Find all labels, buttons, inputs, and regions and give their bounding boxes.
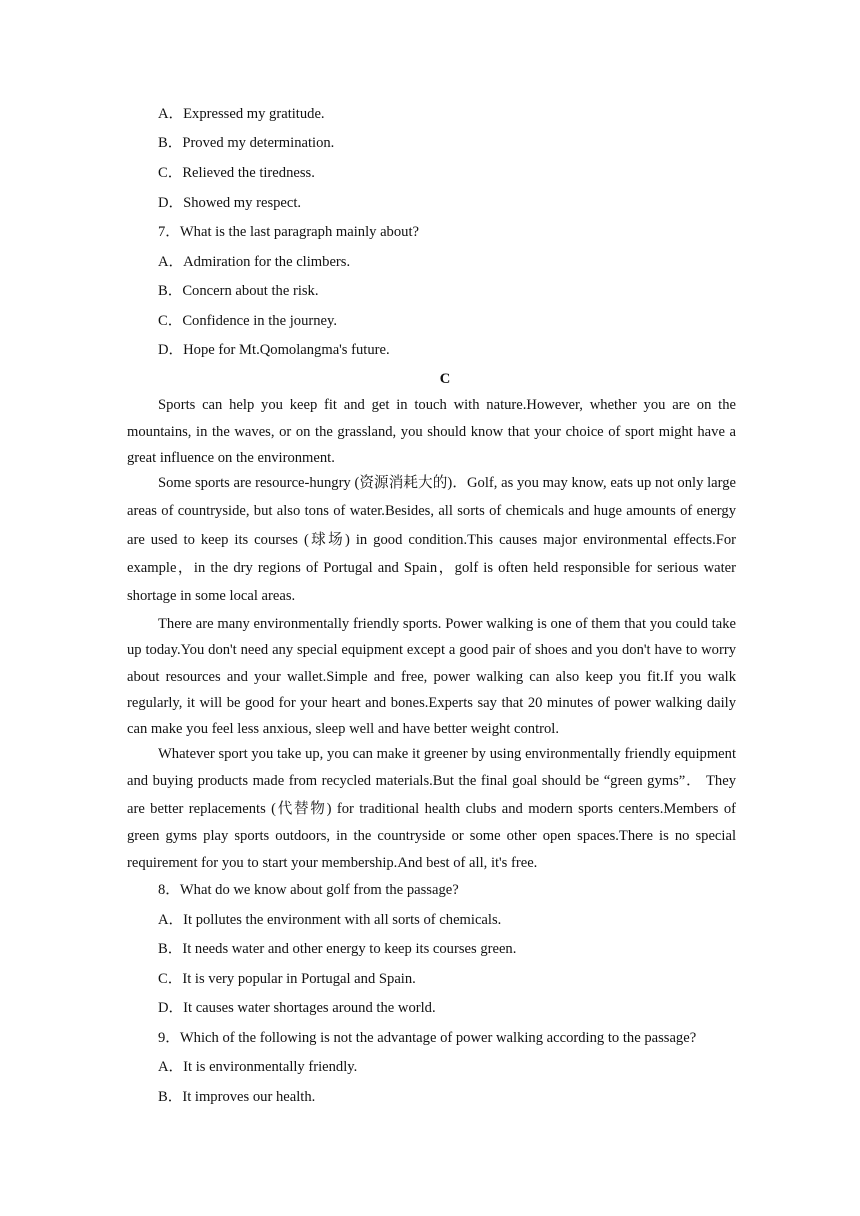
q7-option-b: B．Concern about the risk. bbox=[158, 283, 319, 299]
passage-paragraph-3: There are many environmentally friendly sports. Power walking is one of them that you could take up today.You don't need any special equipment except a good pair of shoes and you don't have to worry about resources and your wallet.Simple and free, power walking can also keep you fit.If you walk regularly, it will be good for your heart and bones.Experts say that 20 minutes of power walking daily can make you feel less anxious, sleep well and have better weight control. bbox=[127, 616, 736, 738]
q6-option-d: D．Showed my respect. bbox=[158, 195, 302, 211]
q8-option-d: D．It causes water shortages around the world. bbox=[158, 1000, 436, 1016]
q7-option-a: A．Admiration for the climbers. bbox=[158, 254, 351, 270]
q9-question: 9．Which of the following is not the advantage of power walking according to the passage? bbox=[158, 1030, 697, 1046]
q8-option-c: C．It is very popular in Portugal and Spain. bbox=[158, 971, 416, 987]
q7-option-c: C．Confidence in the journey. bbox=[158, 313, 338, 329]
q9-option-a: A．It is environmentally friendly. bbox=[158, 1059, 358, 1075]
q6-option-c: C．Relieved the tiredness. bbox=[158, 165, 315, 181]
passage-paragraph-4: Whatever sport you take up, you can make it greener by using environmentally friendly equipment and buying products made from recycled materials.But the final goal should be “green gyms”． They are better replacements (代替物) for traditional health clubs and modern sports centers.Members of green gyms play sports outdoors, in the countryside or some other open spaces.There is no special requirement for you to start your membership.And best of all, it's free. bbox=[127, 746, 736, 872]
q7-question: 7．What is the last paragraph mainly about? bbox=[158, 224, 419, 240]
section-heading: C bbox=[439, 371, 451, 387]
q9-option-b: B．It improves our health. bbox=[158, 1089, 316, 1105]
q8-question: 8．What do we know about golf from the passage? bbox=[158, 882, 459, 898]
passage-paragraph-1: Sports can help you keep fit and get in touch with nature.However, whether you are on the mountains, in the waves, or on the grassland, you should know that your choice of sport might have a great influence on the environment. bbox=[127, 397, 736, 466]
q8-option-b: B．It needs water and other energy to keep its courses green. bbox=[158, 941, 517, 957]
q6-option-b: B．Proved my determination. bbox=[158, 135, 335, 151]
q7-option-d: D．Hope for Mt.Qomolangma's future. bbox=[158, 342, 390, 358]
q8-option-a: A．It pollutes the environment with all sorts of chemicals. bbox=[158, 912, 502, 928]
q6-option-a: A．Expressed my gratitude. bbox=[158, 106, 325, 122]
passage-paragraph-2: Some sports are resource-hungry (资源消耗大的)．Golf, as you may know, eats up not only large areas of countryside, but also tons of water.Besides, all sorts of chemicals and huge amounts of energy are used to keep its courses (球场) in good condition.This causes major environmental effects.For example，in the dry regions of Portugal and Spain，golf is often held responsible for serious water shortage in some local areas. bbox=[127, 475, 736, 605]
